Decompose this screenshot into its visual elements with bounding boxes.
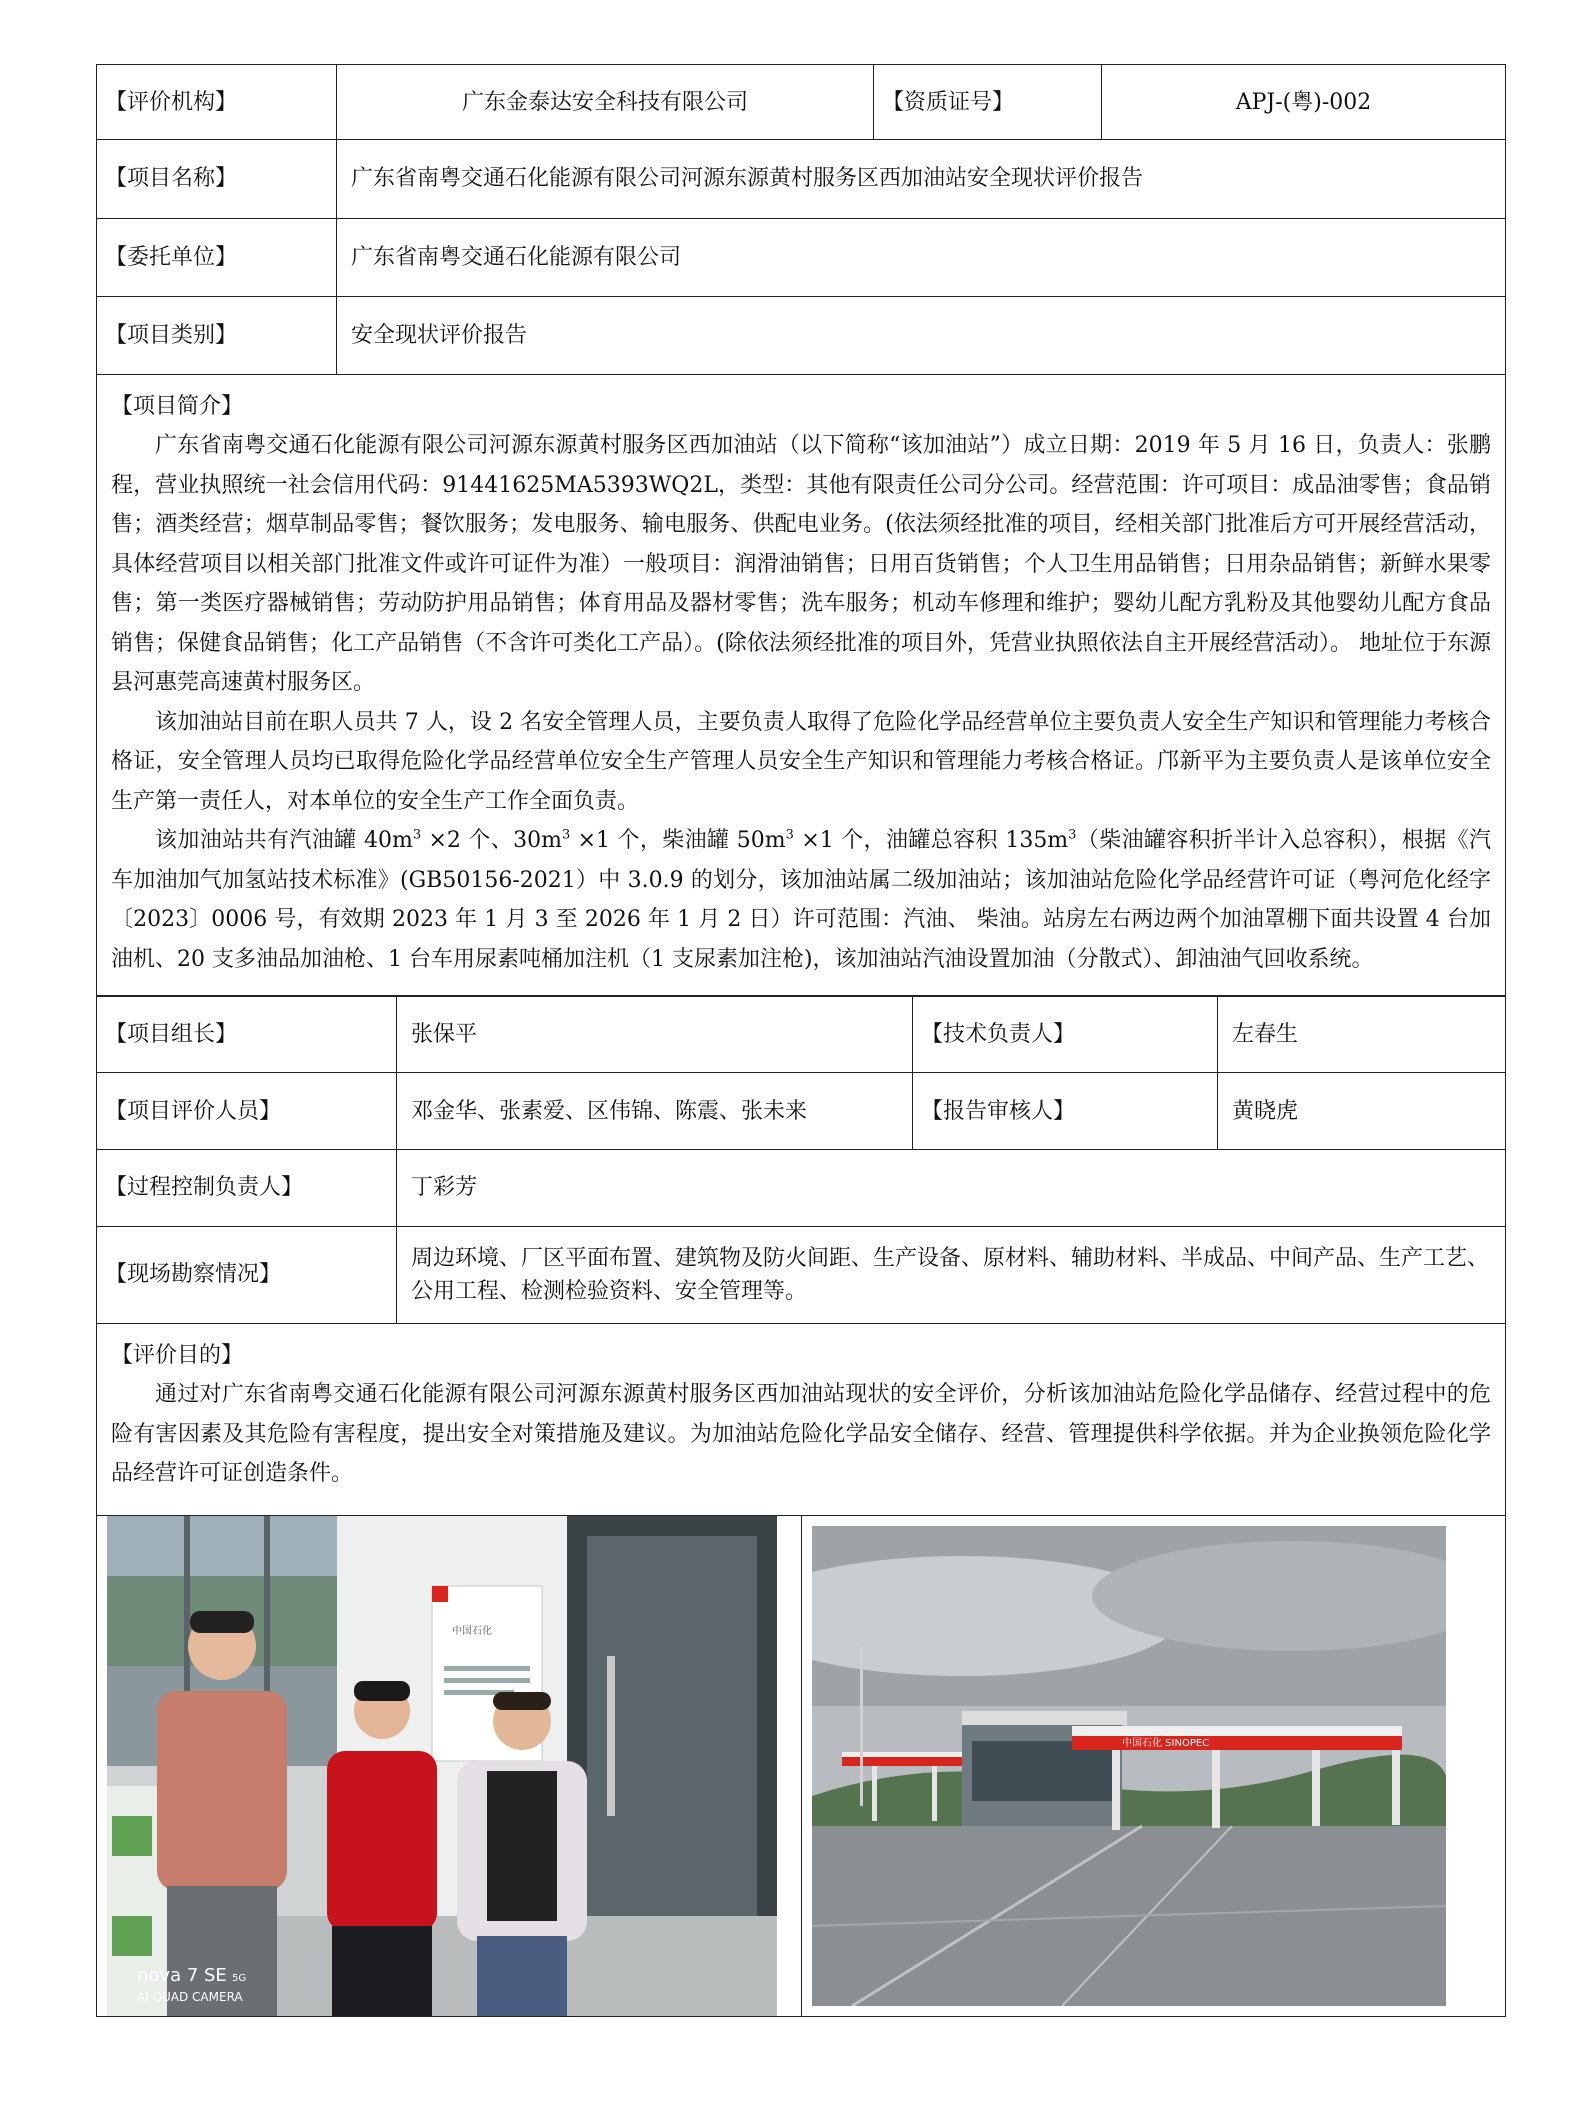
evaluators-label: 【项目评价人员】	[97, 1073, 397, 1150]
process-control-value: 丁彩芳	[397, 1149, 1506, 1226]
header-table-top	[96, 64, 1506, 140]
photo-row	[96, 1516, 1506, 2017]
project-intro	[96, 375, 1506, 997]
client-value: 广东省南粤交通石化能源有限公司	[337, 218, 1506, 296]
intro-paragraph-2: 该加油站目前在职人员共 7 人，设 2 名安全管理人员，主要负责人取得了危险化学品经营单位主要负责人安全生产知识和管理能力考核合格证，安全管理人员均已取得危险化学品经营单位安全生产管理人员安全生产知识和管理能力考核合格证。邝新平为主要负责人是该单位安全生产第一责任人，对本单位的安全生产工作全面负责。	[111, 709, 1491, 814]
category-value: 安全现状评价报告	[337, 296, 1506, 374]
project-name-value: 广东省南粤交通石化能源有限公司河源东源黄村服务区西加油站安全现状评价报告	[337, 139, 1506, 218]
org-value: 广东金泰达安全科技有限公司	[337, 65, 874, 140]
station-photo	[812, 1526, 1446, 2006]
reviewer-value: 黄晓虎	[1218, 1073, 1506, 1150]
tech-lead-label: 【技术负责人】	[913, 996, 1218, 1073]
project-name-label: 【项目名称】	[97, 139, 337, 218]
header-table-info	[96, 139, 1506, 375]
team-table-2	[96, 1149, 1506, 1324]
intro-paragraph-1: 广东省南粤交通石化能源有限公司河源东源黄村服务区西加油站（以下简称“该加油站”）成立日期：2019 年 5 月 16 日，负责人：张鹏程，营业执照统一社会信用代码：91441625MA5393WQ2L，类型：其他有限责任公司分公司。经营范围：许可项目：成品油零售；食品销售；酒类经营；烟草制品零售；餐饮服务；发电服务、输电服务、供配电业务。(依法须经批准的项目，经相关部门批准后方可开展经营活动，具体经营项目以相关部门批准文件或许可证件为准）一般项目：润滑油销售；日用百货销售；个人卫生用品销售；日用杂品销售；新鲜水果零售；第一类医疗器械销售；劳动防护用品销售；体育用品及器材零售；洗车服务；机动车修理和维护；婴幼儿配方乳粉及其他婴幼儿配方食品销售；保健食品销售；化工产品销售（不含许可类化工产品）。(除依法须经批准的项目外，凭营业执照依法自主开展经营活动）。 地址位于东源县河惠莞高速黄村服务区。	[111, 433, 1491, 695]
camera-watermark-5g: 5G	[232, 1972, 247, 1984]
cert-value: APJ-(粤)-002	[1102, 65, 1506, 140]
client-label: 【委托单位】	[97, 218, 337, 296]
cert-label: 【资质证号】	[874, 65, 1102, 140]
report-page	[96, 64, 1506, 2017]
intro-paragraph-3: 该加油站共有汽油罐 $40m^3 \times 2$ 个、$30m^3 \times 1$ 个，柴油罐 $50m^3 \times 1$ 个，油罐总容积 $135m^3$（柴油罐容积折半计入总容积），根据《汽车加油加气加氢站技术标准》(GB50156-2021）中 3.0.9 的划分，该加油站属二级加油站；该加油站危险化学品经营许可证（粤河危化经字〔2023〕0006 号，有效期 2023 年 1 月 3 至 2026 年 1 月 2 日）许可范围：汽油、 柴油。站房左右两边两个加油罩棚下面共设置 4 台加油机、20 支多油品加油枪、1 台车用尿素吨桶加注机（1 支尿素加注枪)，该加油站汽油设置加油（分散式）、卸油油气回收系统。	[111, 827, 1491, 972]
org-label: 【评价机构】	[97, 65, 337, 140]
category-label: 【项目类别】	[97, 296, 337, 374]
survey-value: 周边环境、厂区平面布置、建筑物及防火间距、生产设备、原材料、辅助材料、半成品、中间产品、生产工艺、公用工程、检测检验资料、安全管理等。	[397, 1226, 1506, 1323]
purpose-text: 通过对广东省南粤交通石化能源有限公司河源东源黄村服务区西加油站现状的安全评价，分析该加油站危险化学品储存、经营过程中的危险有害因素及其危险有害程度，提出安全对策措施及建议。为加油站危险化学品安全储存、经营、管理提供科学依据。并为企业换领危险化学品经营许可证创造条件。	[111, 1382, 1491, 1486]
staff-photo	[107, 1516, 777, 2016]
evaluation-purpose	[96, 1324, 1506, 1516]
tech-lead-value: 左春生	[1218, 996, 1506, 1073]
leader-label: 【项目组长】	[97, 996, 397, 1073]
intro-title: 【项目简介】	[111, 393, 244, 419]
evaluators-value: 邓金华、张素爱、区伟锦、陈震、张未来	[397, 1073, 913, 1150]
reviewer-label: 【报告审核人】	[913, 1073, 1218, 1150]
photo-cell-staff	[97, 1516, 801, 2016]
team-table	[96, 995, 1506, 1150]
survey-label: 【现场勘察情况】	[97, 1226, 397, 1323]
process-control-label: 【过程控制负责人】	[97, 1149, 397, 1226]
board-title: 中国石化	[452, 1625, 492, 1637]
camera-watermark-model: nova 7 SE	[137, 1964, 227, 1986]
canopy-sign: 中国石化 SINOPEC	[1121, 1737, 1209, 1749]
photo-cell-station	[801, 1516, 1506, 2016]
purpose-title: 【评价目的】	[111, 1342, 244, 1368]
leader-value: 张保平	[397, 996, 913, 1073]
camera-watermark-sub: AI QUAD CAMERA	[137, 1989, 243, 2004]
